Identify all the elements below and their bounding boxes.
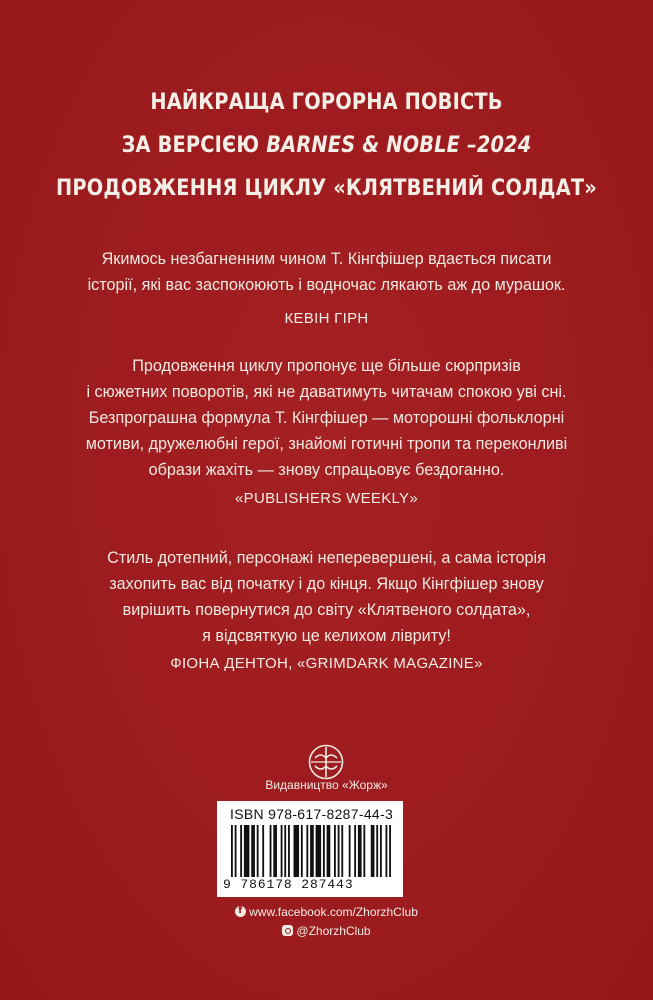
isbn-barcode	[217, 801, 403, 897]
barcode-bars	[231, 825, 391, 877]
headline-source	[39, 133, 614, 158]
facebook-icon	[235, 906, 246, 917]
review-author-1: КЕВІН ГІРН	[284, 310, 369, 327]
publisher-name: Видавництво «Жорж»	[265, 778, 388, 792]
headline-source-name: BARNES & NOBLE –2024	[266, 133, 532, 158]
review-line: історії, які вас заспокоюють і водночас лякають аж до мурашок.	[87, 276, 566, 294]
review-quote-2	[0, 353, 653, 483]
barcode-digits: 9 786178 287443	[223, 877, 354, 892]
headline-award: НАЙКРАЩА ГОРОРНА ПОВІСТЬ	[150, 90, 503, 115]
headline-series: ПРОДОВЖЕННЯ ЦИКЛУ «КЛЯТВЕНИЙ СОЛДАТ»	[56, 176, 597, 201]
review-quote-1	[0, 246, 653, 298]
instagram-icon	[282, 925, 293, 936]
review-line: мотиви, дружелюбні герої, знайомі готичні тропи та переконливі	[85, 435, 568, 453]
facebook-url: www.facebook.com/ZhorzhClub	[249, 905, 418, 919]
review-author-3: ФІОНА ДЕНТОН, «GRIMDARK MAGAZINE»	[170, 655, 483, 672]
instagram-link[interactable]	[0, 924, 653, 938]
facebook-link[interactable]	[0, 905, 653, 919]
review-line: вирішить повернутися до світу «Клятвеного солдата»,	[122, 601, 531, 619]
review-author-2: «PUBLISHERS WEEKLY»	[235, 490, 418, 507]
review-line: я відсвяткую це келихом лівриту!	[202, 627, 451, 645]
review-quote-3	[0, 545, 653, 649]
review-line: Безпрограшна формула Т. Кінгфішер — моторошні фольклорні	[88, 409, 565, 427]
zhorzh-logo-icon	[307, 743, 345, 781]
review-line: образи жахіть — знову спрацьовує бездоганно.	[148, 461, 505, 479]
instagram-handle: @ZhorzhClub	[296, 924, 371, 938]
headline-source-prefix: ЗА ВЕРСІЄЮ	[121, 133, 267, 158]
review-line: Продовження циклу пропонує ще більше сюрпризів	[132, 357, 521, 375]
review-line: захопить вас від початку і до кінця. Якщо Кінгфішер знову	[109, 575, 544, 593]
review-line: Стиль дотепний, персонажі неперевершені, а сама історія	[107, 549, 546, 567]
review-line: і сюжетних поворотів, які не даватимуть читачам спокою уві сні.	[86, 383, 567, 401]
isbn-number: ISBN 978-617-8287-44-3	[230, 806, 394, 822]
review-line: Якимось незбагненним чином Т. Кінгфішер вдається писати	[101, 250, 552, 268]
